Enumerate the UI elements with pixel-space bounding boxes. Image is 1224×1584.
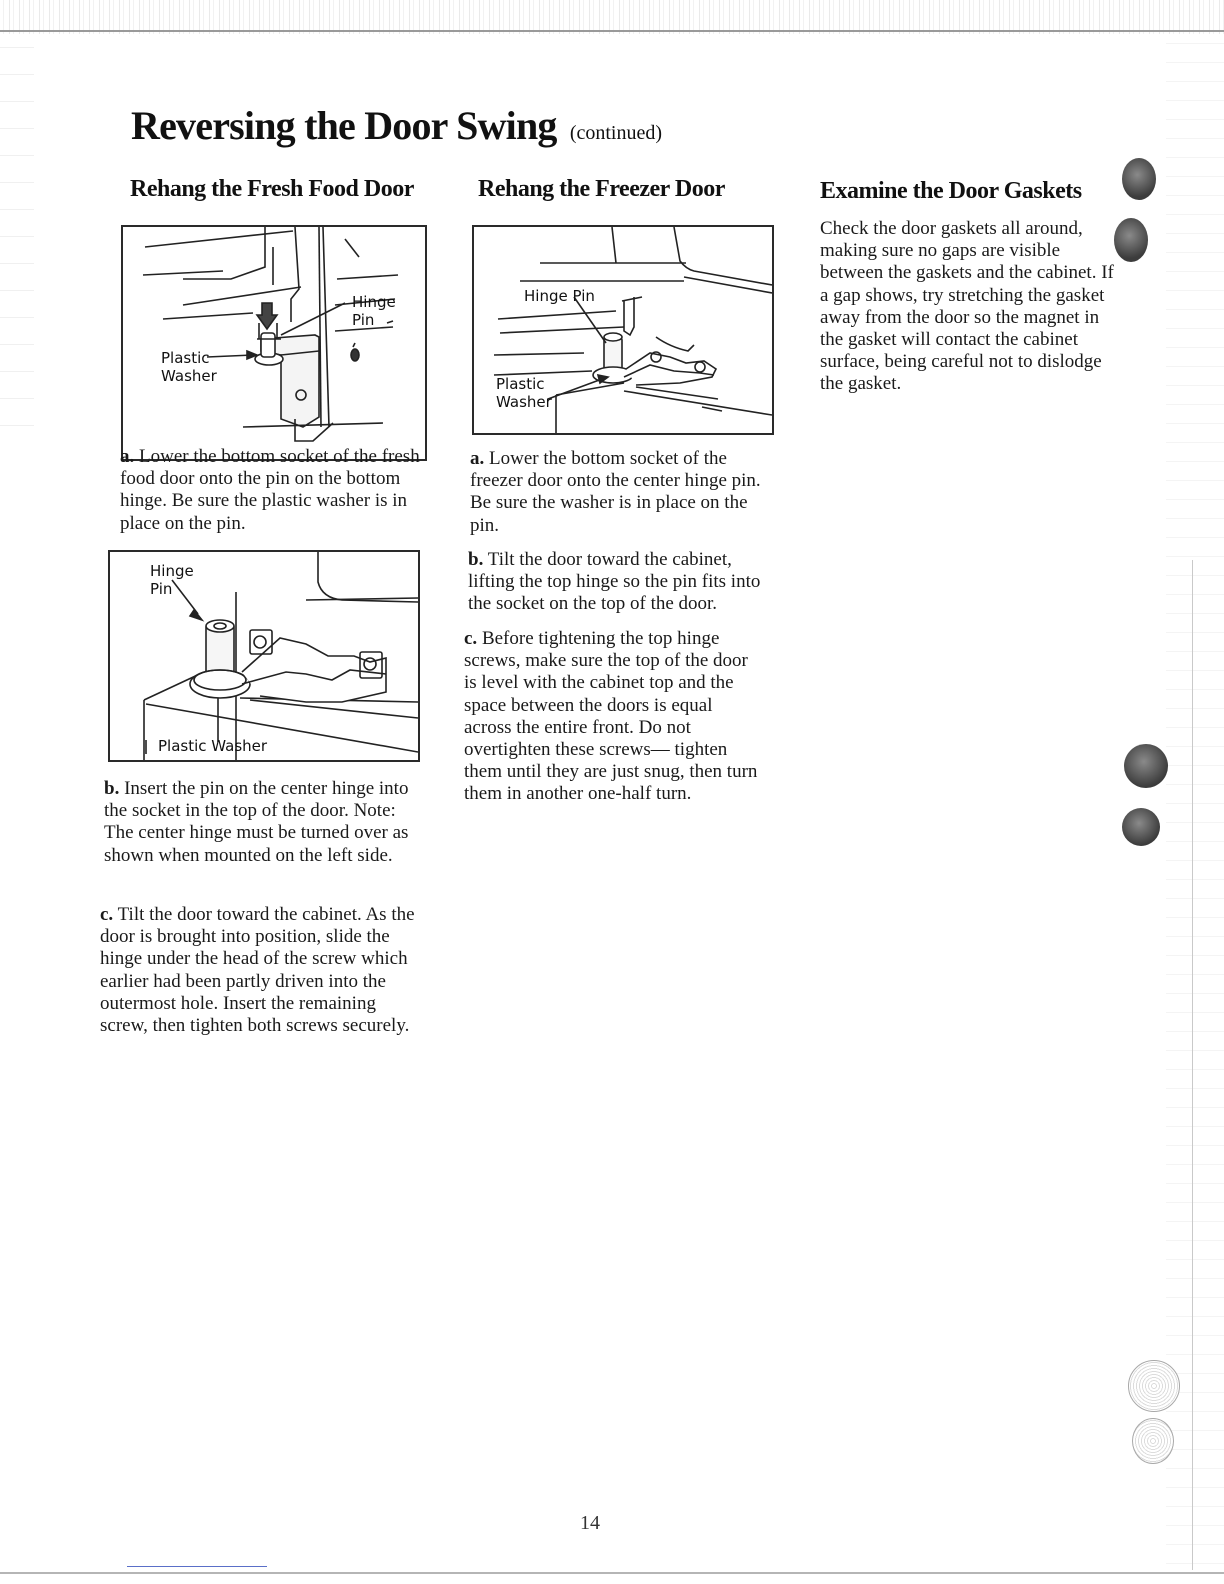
fresh-food-heading: Rehang the Fresh Food Door bbox=[130, 176, 414, 202]
step-letter: a. bbox=[120, 446, 135, 467]
punch-hole bbox=[1122, 158, 1156, 200]
step-letter: a. bbox=[470, 448, 485, 469]
fresh-food-center-hinge-figure bbox=[108, 550, 420, 762]
page-title-main: Reversing the Door Swing bbox=[131, 103, 557, 148]
scan-edge-left bbox=[0, 36, 34, 436]
punch-hole-light bbox=[1128, 1360, 1180, 1412]
step-text: Lower the bottom socket of the freezer door onto the center hinge pin. Be sure the washer is in place on the pin. bbox=[470, 448, 761, 536]
page-title-continued: (continued) bbox=[569, 122, 662, 144]
step-letter: c. bbox=[464, 628, 478, 649]
gaskets-text: Check the door gaskets all around, making sure no gaps are visible between the gaskets and the cabinet. If a gap shows, try stretching the gasket away from the door so the magnet in the gasket will contact the cabinet surface, being careful not to dislodge the gasket. bbox=[820, 218, 1114, 395]
punch-hole-light bbox=[1132, 1418, 1174, 1464]
freezer-step-a bbox=[470, 448, 770, 537]
plastic-washer-label: Plastic Washer bbox=[161, 349, 217, 385]
step-text: Before tightening the top hinge screws, make sure the top of the door is level with the cabinet top and the space between the doors is equal across the entire front. Do not overtighten these screws— tighten them until they are just snug, then turn them in another one-half turn. bbox=[464, 628, 758, 805]
page-title bbox=[131, 102, 662, 149]
step-text: Insert the pin on the center hinge into the socket in the top of the door. Note: The center hinge must be turned over as shown when mounted on the left side. bbox=[104, 778, 409, 866]
bottom-hinge-illustration bbox=[123, 227, 425, 459]
hinge-pin-label: Hinge Pin bbox=[150, 562, 194, 598]
hinge-pin-label: Hinge Pin bbox=[352, 293, 396, 329]
plastic-washer-label: Plastic Washer bbox=[158, 737, 268, 755]
scan-rule-right bbox=[1192, 560, 1193, 1570]
scan-edge-top bbox=[0, 0, 1224, 34]
plastic-washer-label: Plastic Washer bbox=[496, 375, 552, 411]
step-text: Lower the bottom socket of the fresh food door onto the pin on the bottom hinge. Be sure the plastic washer is in place on the pin. bbox=[120, 446, 420, 534]
step-letter: c. bbox=[100, 904, 114, 925]
freezer-heading: Rehang the Freezer Door bbox=[478, 176, 725, 202]
step-text: Tilt the door toward the cabinet, lifting the top hinge so the pin fits into the socket on the top of the door. bbox=[468, 549, 761, 615]
scan-mark-bottom bbox=[127, 1566, 267, 1567]
scan-edge-right bbox=[1166, 36, 1224, 1572]
step-letter: b. bbox=[104, 778, 120, 799]
step-letter: b. bbox=[468, 549, 484, 570]
gaskets-heading: Examine the Door Gaskets bbox=[820, 178, 1082, 204]
scan-rule-top bbox=[0, 30, 1224, 32]
fresh-food-step-b bbox=[104, 778, 424, 867]
freezer-hinge-figure bbox=[472, 225, 774, 435]
freezer-step-b bbox=[468, 549, 774, 616]
fresh-food-step-c bbox=[100, 904, 426, 1037]
fresh-food-bottom-hinge-figure bbox=[121, 225, 427, 461]
page-number: 14 bbox=[580, 1512, 600, 1534]
punch-hole bbox=[1124, 744, 1168, 788]
punch-hole bbox=[1122, 808, 1160, 846]
hinge-pin-label: Hinge Pin bbox=[524, 287, 595, 305]
freezer-step-c bbox=[464, 628, 764, 806]
scan-rule-bottom bbox=[0, 1572, 1224, 1574]
fresh-food-step-a bbox=[120, 446, 430, 535]
step-text: Tilt the door toward the cabinet. As the door is brought into position, slide the hinge under the head of the screw which earlier had been partly driven into the outermost hole. Insert the remaining screw, then tighten both screws securely. bbox=[100, 904, 415, 1037]
